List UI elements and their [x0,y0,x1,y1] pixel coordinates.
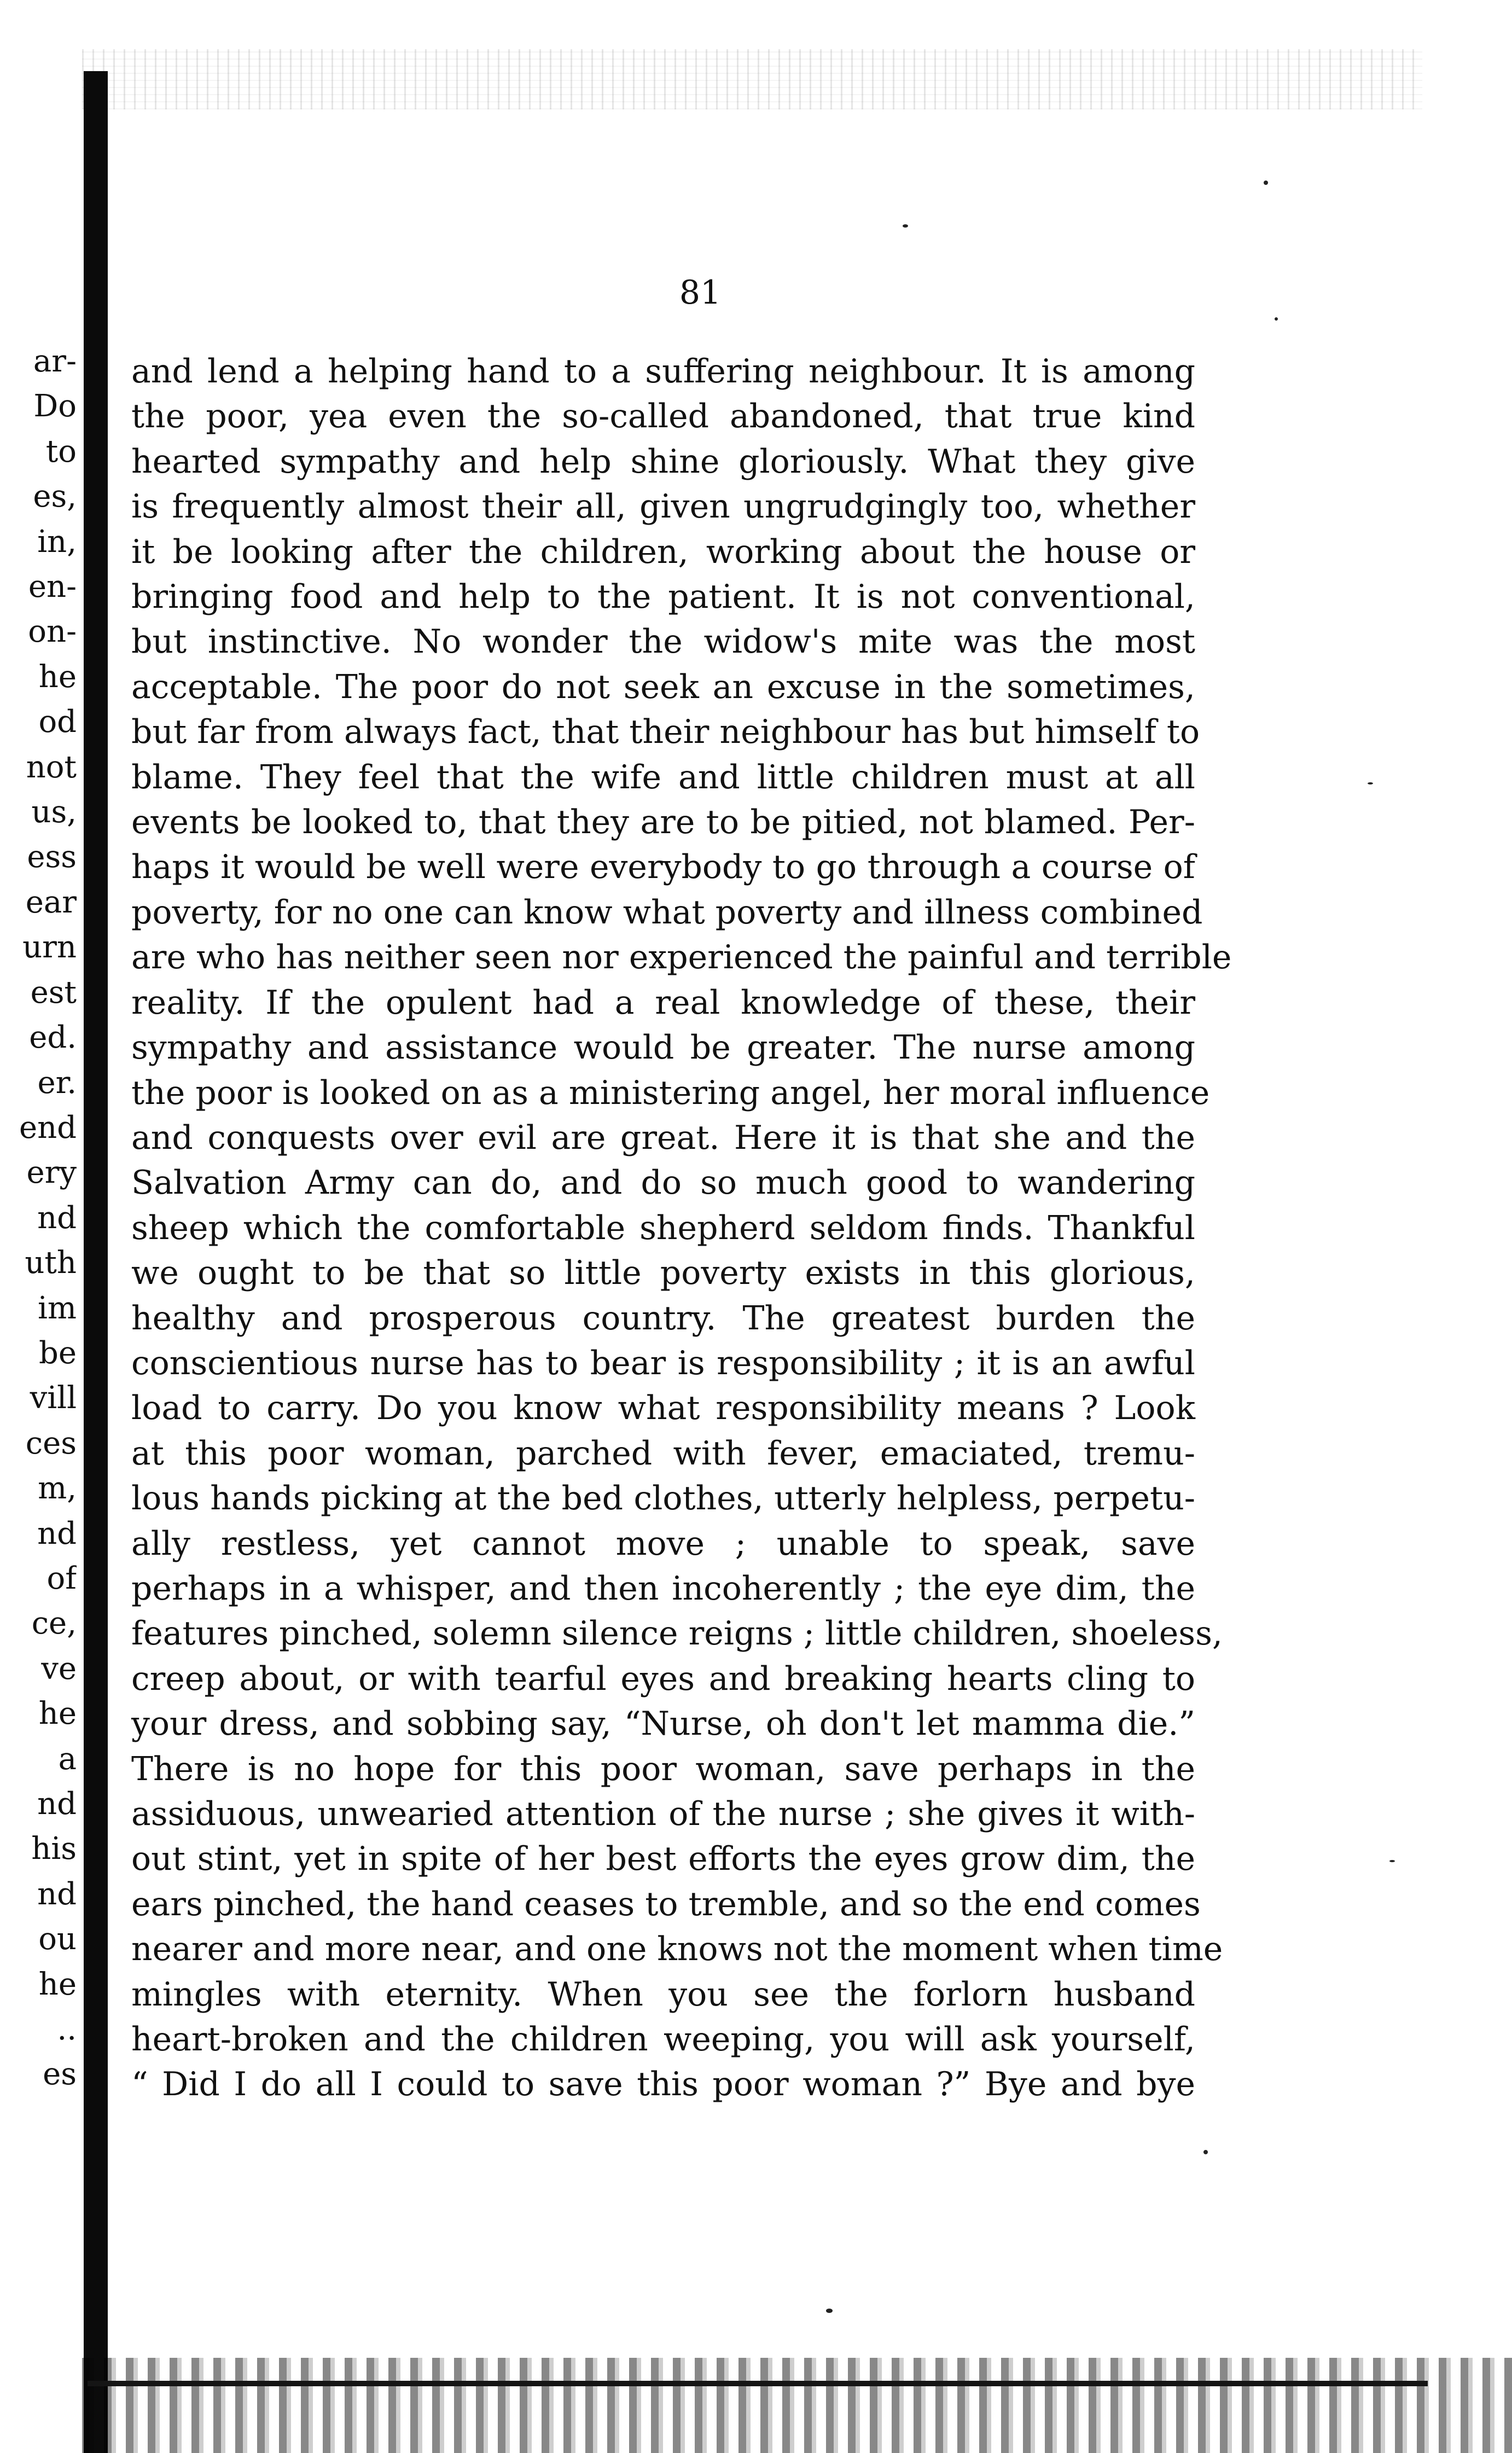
page-number: 81 [679,274,722,312]
text-line: and conquests over evil are great. Here it is that she and the [131,1118,1195,1157]
margin-fragment: er. [37,1065,77,1101]
margin-fragment: end [19,1109,77,1146]
text-line: acceptable. The poor do not seek an excuse in the sometimes, [131,667,1195,706]
margin-fragment: nd [37,1200,77,1236]
text-line: reality. If the opulent had a real knowledge of these, their [131,983,1195,1022]
margin-fragment: he [38,1696,77,1732]
text-line: at this poor woman, parched with fever, emaciated, tremu- [131,1434,1195,1473]
text-line: hearted sympathy and help shine gloriously. What they give [131,442,1195,481]
text-line: mingles with eternity. When you see the forlorn husband [131,1975,1195,2014]
text-line: Salvation Army can do, and do so much good to wandering [131,1164,1195,1202]
page-body-text [131,349,1232,2107]
margin-fragment: .. [57,2012,77,2048]
text-line: load to carry. Do you know what responsibility means ? Look [131,1389,1195,1428]
margin-fragment: uth [25,1245,77,1281]
margin-fragment: nd [37,1876,77,1912]
scan-speck [1203,2150,1208,2154]
margin-fragment: nd [37,1515,77,1551]
text-line: events be looked to, that they are to be pitied, not blamed. Per- [131,803,1195,842]
text-line: the poor is looked on as a ministering angel, her moral influence [131,1073,1210,1112]
margin-fragment: m, [38,1470,77,1507]
text-line: ears pinched, the hand ceases to tremble, and so the end comes [131,1885,1201,1923]
margin-fragment: his [31,1831,77,1867]
text-line: bringing food and help to the patient. It is not conventional, [131,578,1195,617]
margin-fragment: urn [22,929,77,966]
text-line: your dress, and sobbing say, “Nurse, oh don't let mamma die.” [131,1705,1195,1743]
margin-fragment: be [39,1335,77,1371]
margin-fragment: ery [26,1155,77,1191]
margin-fragment: ou [38,1921,77,1957]
margin-fragment: ess [27,839,77,875]
text-line: lous hands picking at the bed clothes, utterly helpless, perpetu- [131,1479,1195,1518]
margin-fragment: ve [41,1650,77,1687]
margin-fragment: Do [33,388,77,425]
text-line: and lend a helping hand to a suffering neighbour. It is among [131,352,1195,391]
text-line: we ought to be that so little poverty exists in this glorious, [131,1254,1195,1293]
margin-fragment: ed. [29,1020,77,1056]
left-margin-fragments [0,339,77,2097]
scan-speck [1389,1860,1395,1862]
scan-speck [1264,181,1268,185]
text-line: poverty, for no one can know what poverty and illness combined [131,893,1203,932]
margin-fragment: en- [28,569,77,605]
margin-fragment: nd [37,1786,77,1822]
margin-fragment: not [26,749,77,785]
text-line: There is no hope for this poor woman, save perhaps in the [131,1749,1195,1788]
text-line: are who has neither seen nor experienced the painful and terrible [131,938,1232,977]
scan-top-noise [82,49,1422,109]
scan-speck [903,224,908,228]
scan-bottom-noise [82,2358,1512,2453]
margin-fragment: ear [25,884,77,920]
margin-fragment: ces [25,1425,77,1461]
margin-fragment: on- [28,614,77,650]
margin-fragment: of [46,1560,77,1596]
text-line: features pinched, solemn silence reigns ; little children, shoeless, [131,1614,1223,1653]
text-line: is frequently almost their all, given ungrudgingly too, whether [131,487,1195,526]
margin-fragment: od [38,704,77,740]
scan-speck [1275,317,1278,321]
text-line: but far from always fact, that their neighbour has but himself to [131,713,1200,752]
margin-fragment: ce, [31,1606,77,1642]
text-line: the poor, yea even the so-called abandoned, that true kind [131,397,1195,436]
margin-fragment: he [38,1966,77,2002]
text-line: “ Did I do all I could to save this poor woman ?” Bye and bye [131,2065,1195,2104]
margin-fragment: im [37,1290,77,1326]
margin-fragment: ar- [33,344,77,379]
text-line: sheep which the comfortable shepherd seldom finds. Thankful [131,1208,1195,1247]
text-line: out stint, yet in spite of her best efforts the eyes grow dim, the [131,1840,1195,1879]
text-line: healthy and prosperous country. The greatest burden the [131,1299,1195,1338]
margin-fragment: es [43,2056,77,2092]
text-line: perhaps in a whisper, and then incoherently ; the eye dim, the [131,1569,1195,1608]
binding-shadow [84,71,108,2453]
margin-fragment: he [38,659,77,695]
text-line: assiduous, unwearied attention of the nurse ; she gives it with- [131,1795,1195,1833]
text-line: blame. They feel that the wife and little children must at all [131,758,1195,797]
margin-fragment: est [30,974,77,1010]
bottom-rule [88,2381,1428,2386]
text-line: nearer and more near, and one knows not the moment when time [131,1930,1223,1969]
text-line: it be looking after the children, working about the house or [131,532,1195,571]
text-line: creep about, or with tearful eyes and breaking hearts cling to [131,1659,1195,1698]
scan-speck [1368,782,1373,784]
text-line: sympathy and assistance would be greater. The nurse among [131,1028,1195,1067]
text-line: conscientious nurse has to bear is responsibility ; it is an awful [131,1344,1195,1382]
text-line: heart-broken and the children weeping, you will ask yourself, [131,2020,1195,2059]
text-line: ally restless, yet cannot move ; unable to speak, save [131,1524,1195,1563]
text-line: haps it would be well were everybody to go through a course of [131,848,1195,887]
margin-fragment: to [45,433,77,469]
margin-fragment: vill [30,1380,77,1416]
margin-fragment: es, [33,479,77,515]
text-line: but instinctive. No wonder the widow's mite was the most [131,623,1195,661]
margin-fragment: a [58,1741,77,1777]
margin-fragment: in, [37,524,77,560]
margin-fragment: us, [31,794,77,830]
scan-speck [826,2309,833,2313]
